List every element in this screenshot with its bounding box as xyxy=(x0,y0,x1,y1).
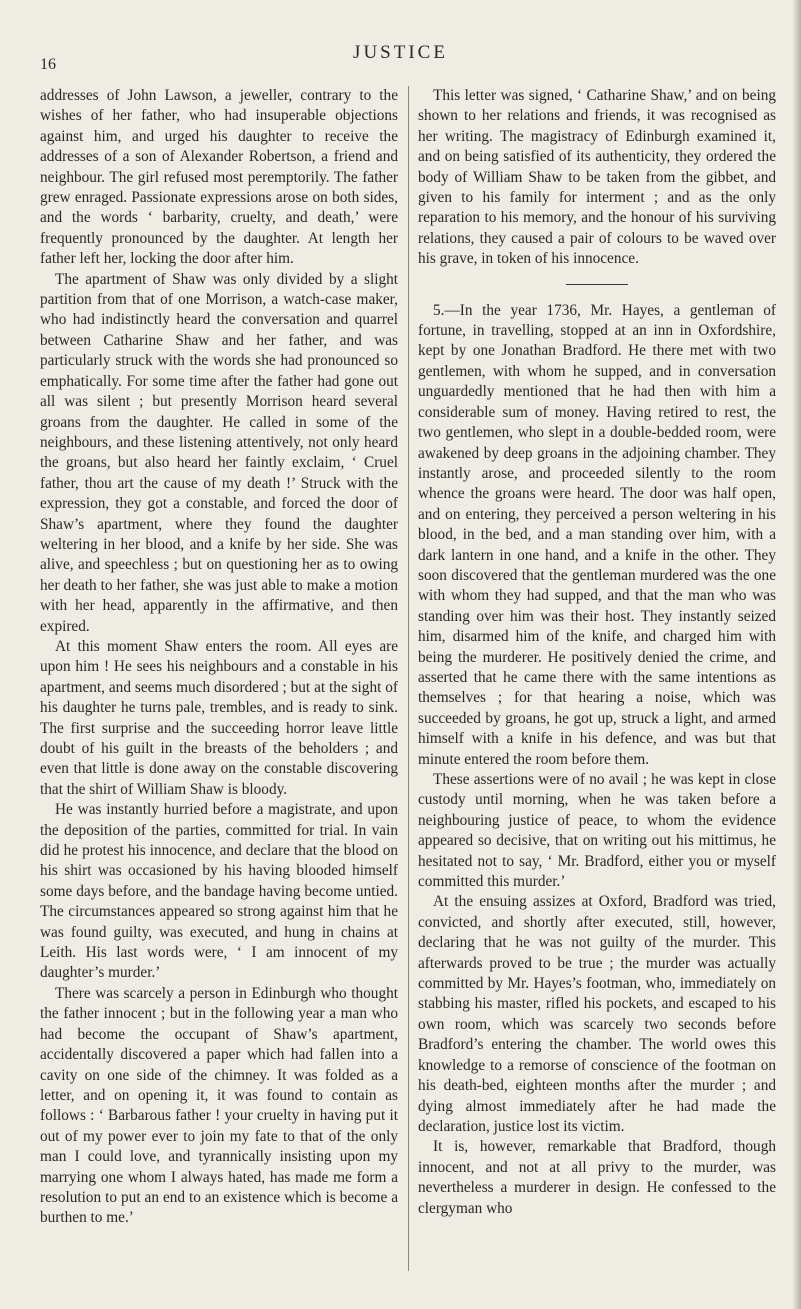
left-column xyxy=(40,86,398,1229)
paragraph: At the ensuing assizes at Oxford, Bradford was tried, convicted, and shortly after executed, still, however, declaring that he was not guilty of the murder. This afterwards proved to be true ; the murder was actually committed by Mr. Hayes’s footman, who, immediately on stabbing his master, rifled his pockets, and escaped to his own room, which was scarcely two seconds before Bradford’s entering the chamber. The world owes this knowledge to a remorse of conscience of the footman on his death-bed, eighteen months after the murder ; and dying almost immediately after he had made the declaration, justice lost its victim. xyxy=(418,893,776,1135)
page-edge-shadow xyxy=(792,0,801,1309)
column-divider xyxy=(408,86,409,1271)
paragraph: There was scarcely a person in Edinburgh who thought the father innocent ; but in the following year a man who had become the occupant of Shaw’s apartment, accidentally discovered a paper which had fallen into a cavity on one side of the chimney. It was folded as a letter, and on opening it, it was found to contain as follows : ‘ Barbarous father ! your cruelty in having put it out of my power ever to join my fate to that of the only man I could love, and tyrannically insisting upon my marrying one whom I always hated, has made me form a resolution to put an end to an existence which is become a burthen to me.’ xyxy=(40,984,398,1227)
paragraph: At this moment Shaw enters the room. All eyes are upon him ! He sees his neighbours and a constable in his apartment, and seems much disordered ; but at the sight of his daughter he turns pale, trembles, and is ready to sink. The first surprise and the succeeding horror leave little doubt of his guilt in the breasts of the beholders ; and even that little is done away on the constable discovering that the shirt of William Shaw is bloody. xyxy=(40,637,398,798)
paragraph: These assertions were of no avail ; he was kept in close custody until morning, when he was taken before a neighbouring justice of peace, to whom the evidence appeared so decisive, that on writing out his mittimus, he hesitated not to say, ‘ Mr. Bradford, either you or myself committed this murder.’ xyxy=(418,771,776,891)
page-header xyxy=(0,38,801,73)
right-column xyxy=(418,86,776,1219)
paragraph: addresses of John Lawson, a jeweller, contrary to the wishes of her father, who had insuperable objections against him, and urged his daughter to receive the addresses of a son of Alexander Robertson, a friend and neighbour. The girl refused most peremptorily. The father grew enraged. Passionate expressions arose on both sides, and the words ‘ barbarity, cruelty, and death,’ were frequently pronounced by the daughter. At length her father left her, locking the door after him. xyxy=(40,87,398,268)
paragraph: The apartment of Shaw was only divided by a slight partition from that of one Morrison, a watch-case maker, who had indistinctly heard the conversation and quarrel between Catharine Shaw and her father, and was particularly struck with the words she had pronounced so emphatically. For some time after the father had gone out all was silent ; but presently Morrison heard several groans from the daughter. He called in some of the neighbours, and these listening attentively, not only heard the groans, but also heard her faintly exclaim, ‘ Cruel father, thou art the cause of my death !’ Struck with the expression, they got a constable, and forced the door of Shaw’s apartment, where they found the daughter weltering in her blood, and a knife by her side. She was alive, and speechless ; but on questioning her as to owing her death to her father, she was just able to make a motion with her head, apparently in the affirmative, and then expired. xyxy=(40,270,398,635)
paragraph: This letter was signed, ‘ Catharine Shaw,’ and on being shown to her relations and friends, it was recognised as her writing. The magistracy of Edinburgh examined it, and on being satisfied of its authenticity, they ordered the body of William Shaw to be taken from the gibbet, and given to his family for interment ; and as the only reparation to his memory, and the honour of his surviving relations, they caused a pair of colours to be waved over his grave, in token of his innocence. xyxy=(418,87,776,268)
paragraph: It is, however, remarkable that Bradford, though innocent, and not at all privy to the murder, was nevertheless a murderer in design. He confessed to the clergyman who xyxy=(418,1138,776,1217)
page-number: 16 xyxy=(40,56,56,73)
running-head: JUSTICE xyxy=(353,42,448,63)
section-divider xyxy=(566,284,628,285)
paragraph: 5.—In the year 1736, Mr. Hayes, a gentleman of fortune, in travelling, stopped at an inn in Oxfordshire, kept by one Jonathan Bradford. He there met with two gentlemen, with whom he supped, and in conversation unguardedly mentioned that he had then with him a considerable sum of money. Having retired to rest, the two gentlemen, who slept in a double-bedded room, were awakened by deep groans in the adjoining chamber. They instantly arose, and proceeded silently to the room whence the groans were heard. The door was half open, and on entering, they perceived a person weltering in his blood, in the bed, and a man standing over him, with a dark lantern in one hand, and a knife in the other. They soon discovered that the gentleman murdered was the one with whom they had supped, and that the man who was standing over him was their host. They instantly seized him, disarmed him of the knife, and charged him with being the murderer. He positively denied the crime, and asserted that he came there with the same intentions as themselves ; for that hearing a noise, which was succeeded by groans, he got up, struck a light, and armed himself with a knife in his defence, and was but that minute entered the room before them. xyxy=(418,301,776,768)
paragraph: He was instantly hurried before a magistrate, and upon the deposition of the parties, committed for trial. In vain did he protest his innocence, and declare that the blood on his shirt was occasioned by his having blooded himself some days before, and the bandage having become untied. The circumstances appeared so strong against him that he was found guilty, was executed, and hung in chains at Leith. His last words were, ‘ I am innocent of my daughter’s murder.’ xyxy=(40,801,398,982)
